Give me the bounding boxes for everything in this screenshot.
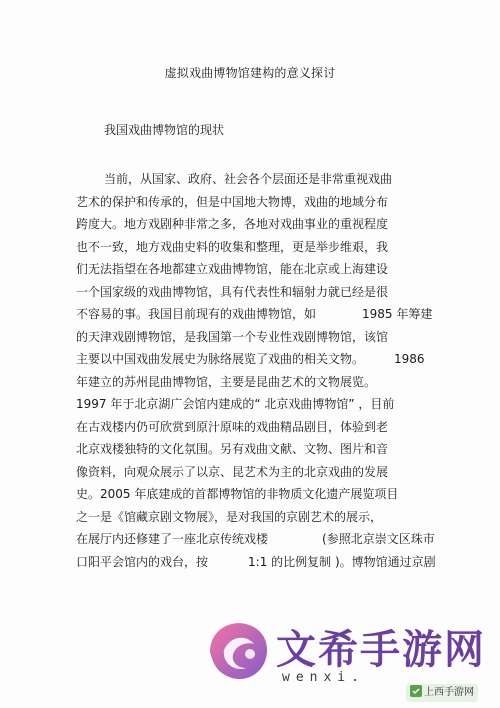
body-line-text: 年建立的苏州昆曲博物馆，主要是昆曲艺术的文物展览。 (76, 374, 377, 389)
body-line-text: 1997 年于北京湖广会馆内建成的“ 北京戏曲博物馆” ，目前 (76, 397, 395, 411)
body-line-text: 史。2005 年底建成的首都博物馆的非物质文化遗产展览项目 (76, 487, 399, 501)
body-line (76, 420, 388, 434)
body-line-text: 北京戏楼独特的文化氛围。另有戏曲文献、文物、图片和音 (76, 442, 389, 456)
body-line (76, 352, 425, 366)
body-line (104, 172, 392, 186)
body-line-text: 不容易的事。我国目前现有的戏曲博物馆，如 (76, 307, 317, 321)
body-line-text-continued: 1985 年筹建 (362, 307, 433, 321)
body-line-text: 们无法指望在各地都建立戏曲博物馆，能在北京或上海建设 (76, 262, 389, 276)
body-line-text-continued: (参照北京崇文区珠市 (322, 532, 435, 546)
body-line-text: 当前，从国家、政府、社会各个层面还是非常重视戏曲 (104, 172, 393, 186)
watermark-domain: wenxi. (282, 670, 365, 685)
body-line-text: 一个国家级的戏曲博物馆，具有代表性和辐射力就已经是很 (76, 284, 389, 299)
body-line-text-continued: 1:1 的比例复制 )。博物馆通过京剧 (248, 554, 436, 569)
watermark-badge (406, 684, 478, 702)
brand-logo-icon (200, 612, 278, 690)
badge-icon (410, 685, 422, 697)
body-line (76, 487, 398, 501)
body-line-text-continued: 1986 (394, 352, 425, 366)
watermark (200, 612, 500, 708)
body-line (76, 465, 388, 479)
body-line (76, 195, 388, 209)
body-line (76, 442, 388, 456)
body-line (76, 217, 388, 231)
body-line-text: 主要以中国戏曲发展史为脉络展览了戏曲的相关文物。 (76, 352, 365, 366)
body-line (76, 532, 435, 546)
body-line (76, 240, 388, 254)
body-line (76, 330, 388, 344)
section-heading: 我国戏曲博物馆的现状 (104, 123, 225, 137)
body-line-text: 在古戏楼内仍可欣赏到原汁原味的戏曲精品剧目，体验到老 (76, 419, 389, 434)
body-line-text: 在展厅内还修建了一座北京传统戏楼 (76, 532, 269, 546)
watermark-brand-text: 文希手游网 (276, 627, 486, 673)
body-line-text: 也不一致，地方戏曲史料的收集和整理，更是举步维艰，我 (76, 239, 389, 254)
body-line (76, 375, 376, 389)
watermark-badge-text: 上西手游网 (424, 687, 474, 698)
body-line-text: 的天津戏剧博物馆，是我国第一个专业性戏剧博物馆，该馆 (76, 329, 389, 344)
body-line (76, 307, 432, 321)
body-line (76, 262, 388, 276)
body-line-text: 艺术的保护和传承的，但是中国地大物博，戏曲的地域分布 (76, 194, 389, 209)
body-line-text: 之一是《馆藏京剧文物展》，是对我国的京剧艺术的展示， (76, 509, 383, 524)
document-title: 虚拟戏曲博物馆建构的意义探讨 (164, 66, 336, 80)
body-line-text: 口阳平会馆内的戏台，按 (76, 554, 209, 569)
body-line (76, 510, 382, 524)
body-line-text: 像资料，向观众展示了以京、昆艺术为主的北京戏曲的发展 (76, 464, 389, 479)
body-line (76, 285, 388, 299)
body-line (76, 555, 436, 569)
body-line (76, 397, 394, 411)
body-line-text: 跨度大。地方戏剧种非常之多，各地对戏曲事业的重视程度 (76, 217, 389, 231)
